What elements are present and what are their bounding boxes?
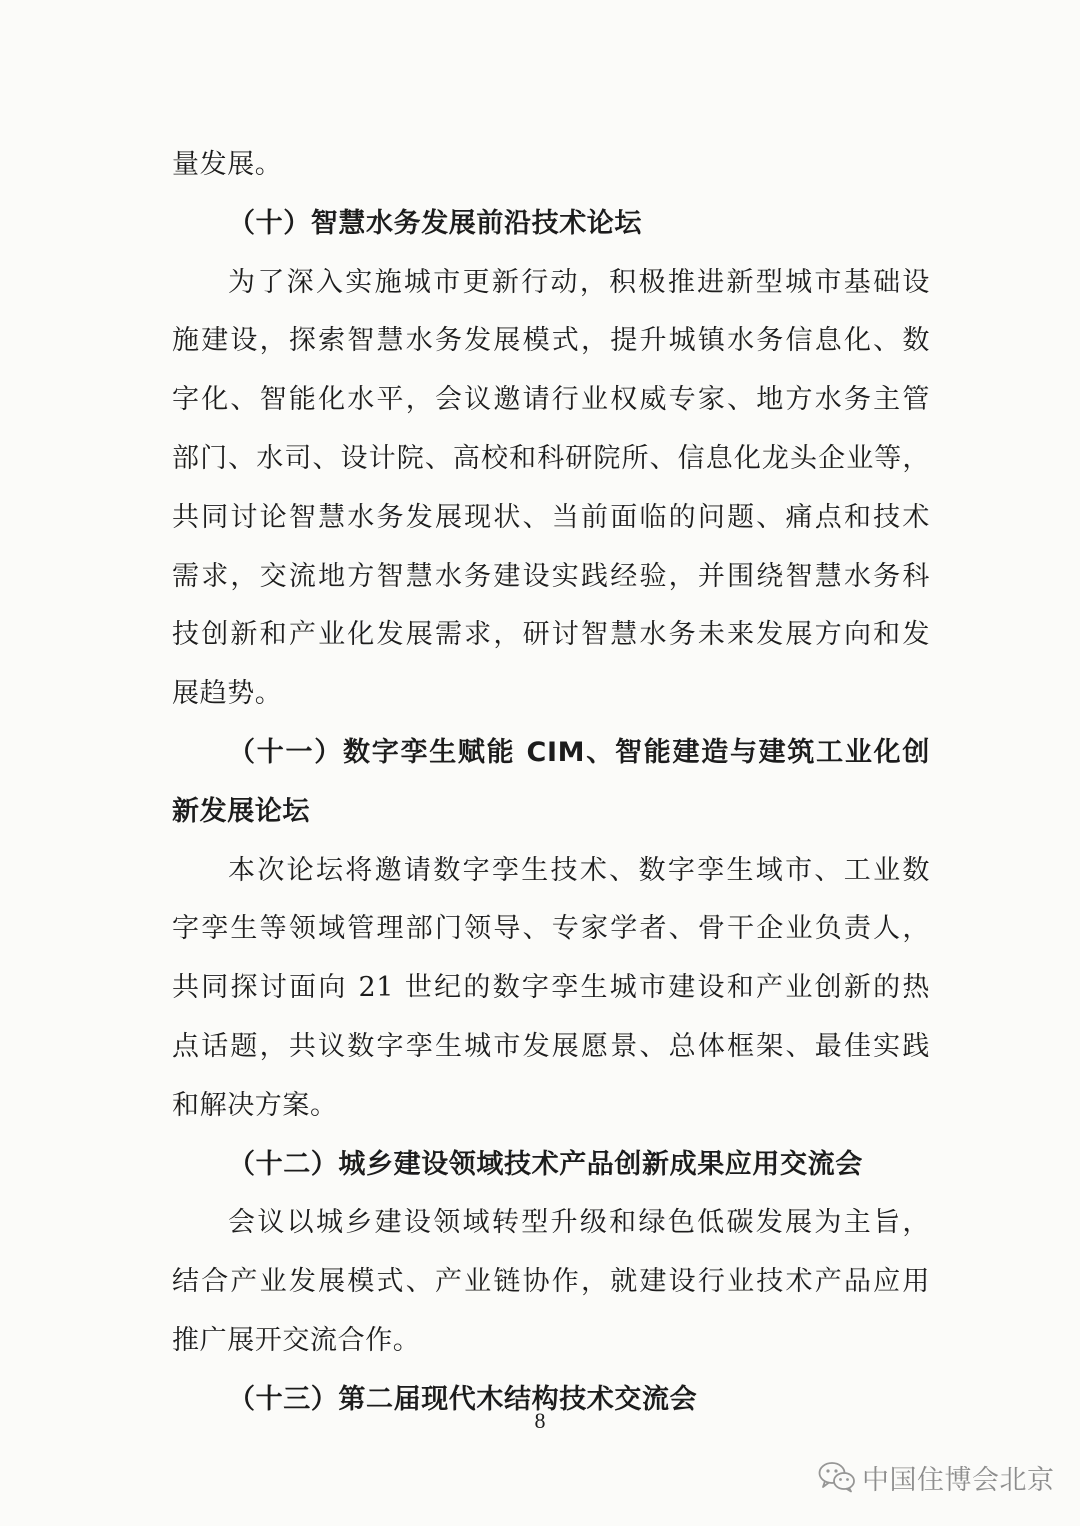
- section-heading-11: （十一）数字孪生赋能 CIM、智能建造与建筑工业化创: [228, 736, 930, 768]
- body-text-line: 部门、水司、设计院、高校和科研院所、信息化龙头企业等，: [172, 442, 930, 474]
- body-text-line: 会议以城乡建设领域转型升级和绿色低碳发展为主旨，: [228, 1207, 930, 1239]
- document-body: [172, 136, 930, 1430]
- body-text-line: 结合产业发展模式、产业链协作，就建设行业技术产品应用: [172, 1266, 930, 1298]
- body-text-line: 和解决方案。: [172, 1089, 338, 1121]
- body-text-line: 点话题，共议数字孪生城市发展愿景、总体框架、最佳实践: [172, 1030, 930, 1062]
- body-text-line: 共同探讨面向 21 世纪的数字孪生城市建设和产业创新的热: [172, 972, 930, 1004]
- wechat-icon: [818, 1461, 856, 1493]
- watermark: [818, 1457, 1055, 1497]
- body-text-line: 技创新和产业化发展需求，研讨智慧水务未来发展方向和发: [172, 619, 930, 651]
- body-text-line: 本次论坛将邀请数字孪生技术、数字孪生域市、工业数: [228, 854, 930, 886]
- section-heading-12: （十二）城乡建设领域技术产品创新成果应用交流会: [228, 1148, 863, 1180]
- body-text-line: 需求，交流地方智慧水务建设实践经验，并围绕智慧水务科: [172, 560, 930, 592]
- section-heading-11-continued: 新发展论坛: [172, 795, 310, 827]
- body-text-line: 字孪生等领域管理部门领导、专家学者、骨干企业负责人，: [172, 913, 930, 945]
- body-text-line: 共同讨论智慧水务发展现状、当前面临的问题、痛点和技术: [172, 501, 930, 533]
- body-text-line: 量发展。: [172, 149, 283, 180]
- body-text-line: 字化、智能化水平，会议邀请行业权威专家、地方水务主管: [172, 384, 930, 416]
- section-heading-10: （十）智慧水务发展前沿技术论坛: [228, 207, 642, 239]
- body-text-line: 为了深入实施城市更新行动，积极推进新型城市基础设: [228, 266, 930, 298]
- body-text-line: 推广展开交流合作。: [172, 1324, 421, 1356]
- body-text-line: 展趋势。: [172, 678, 283, 710]
- page-number: 8: [534, 1408, 546, 1433]
- watermark-text: 中国住博会北京: [862, 1464, 1055, 1496]
- section-heading-13: （十三）第二届现代木结构技术交流会: [228, 1383, 698, 1415]
- body-text-line: 施建设，探索智慧水务发展模式，提升城镇水务信息化、数: [172, 325, 930, 357]
